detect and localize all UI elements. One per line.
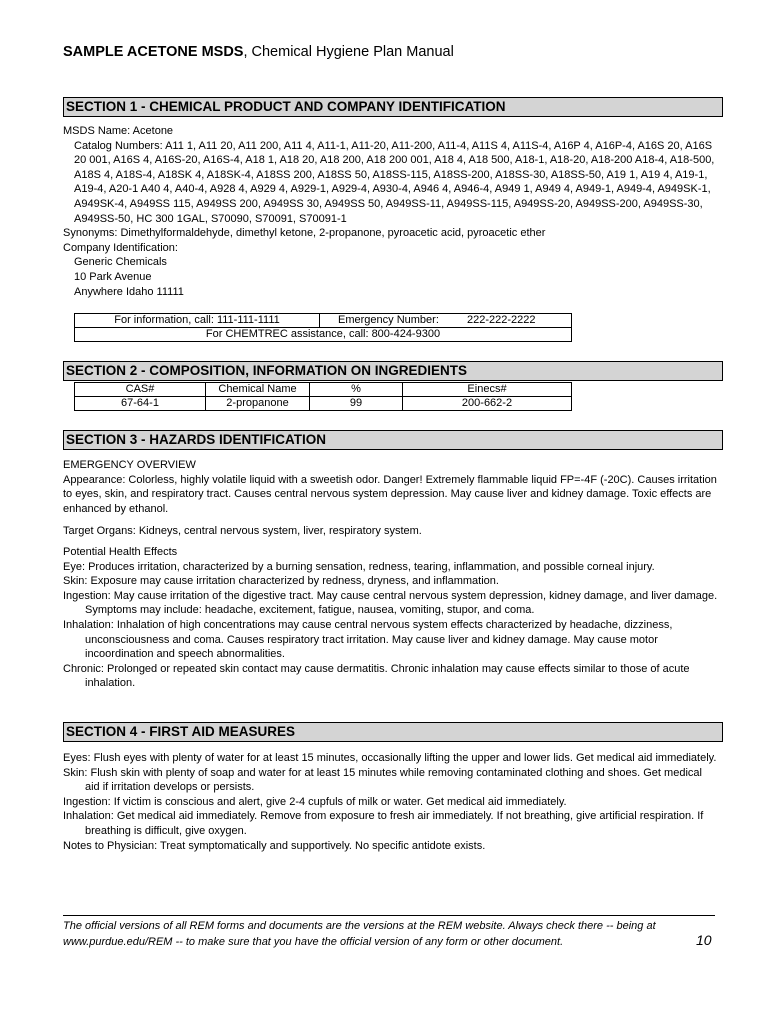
contact-table [74, 313, 572, 342]
document-title [63, 44, 454, 60]
table-row [75, 397, 572, 411]
col-header-einecs: Einecs# [403, 383, 572, 397]
document-title-bold: SAMPLE ACETONE MSDS [63, 44, 244, 60]
msds-name: MSDS Name: Acetone [63, 125, 174, 137]
section-4-heading: SECTION 4 - FIRST AID MEASURES [63, 722, 723, 742]
ingredients-header-row [75, 383, 572, 397]
first-aid-inhalation: Inhalation: Get medical aid immediately. Remove from exposure to fresh air immediately. If not breathing, give artificial respiration. If breathing is difficult, give oxygen. [63, 810, 704, 837]
appearance: Appearance: Colorless, highly volatile liquid with a sweetish odor. Danger! Extremely flammable liquid FP=-4F (-20C). Causes irritation to eyes, skin, and respiratory tract. Causes central nervous system depression. May cause liver and kidney damage. Toxic effects are enhanced by ethanol. [63, 473, 717, 515]
section-1-heading: SECTION 1 - CHEMICAL PRODUCT AND COMPANY IDENTIFICATION [63, 97, 723, 117]
ingredients-table [74, 382, 572, 411]
chronic-effects: Chronic: Prolonged or repeated skin contact may cause dermatitis. Chronic inhalation may cause effects similar to those of acute inhalation. [63, 662, 690, 690]
ingestion-effects: Ingestion: May cause irritation of the digestive tract. May cause central nervous system depression, kidney damage, and liver damage. Symptoms may include: headache, excitement, fatigue, nausea, vomiting, stupor, and coma. [63, 589, 718, 617]
info-call-cell: For information, call: 111-111-1111 [75, 314, 320, 328]
cell-einecs: 200-662-2 [403, 397, 572, 411]
eye-effects: Eye: Produces irritation, characterized by a burning sensation, redness, tearing, inflammation, and possible corneal injury. [63, 560, 655, 573]
catalog-numbers: Catalog Numbers: A11 1, A11 20, A11 200, A11 4, A11-1, A11-20, A11-200, A11-4, A11S 4, A11S-4, A16P 4, A16P-4, A16S 20, A16S 20 001, A16S 4, A16S-20, A16S-4, A18 1, A18 20, A18 200, A18 200 001, A18 4, A18 500, A18-1, A18-20, A18-200 A18-4, A18-500, A18S 4, A18S-4, A18SK 4, A18SK-4, A18SS 200, A18SS 50, A18SS-115, A18SS-200, A18SS-30, A18SS-50, A19 1, A19 4, A19-1, A19-4, A20-1 A40 4, A40-4, A928 4, A929 4, A929-1, A929-4, A930-4, A946 4, A946-4, A949 1, A949 4, A949-1, A949-4, A949SK-1, A949SK-4, A949SS 115, A949SS 200, A949SS 30, A949SS 50, A949SS-11, A949SS-115, A949SS-20, A949SS-200, A949SS-30, A949SS-50, HC 300 1GAL, S70090, S70091, S70091-1 [74, 139, 715, 225]
footer-divider [63, 915, 715, 916]
company-city: Anywhere Idaho 11111 [74, 285, 184, 298]
first-aid-ingestion: Ingestion: If victim is conscious and alert, give 2-4 cupfuls of milk or water. Get medical aid immediately. [63, 795, 567, 808]
target-organs: Target Organs: Kidneys, central nervous system, liver, respiratory system. [63, 525, 422, 538]
col-header-chemical-name: Chemical Name [206, 383, 310, 397]
first-aid-skin: Skin: Flush skin with plenty of soap and water for at least 15 minutes while removing contaminated clothing and shoes. Get medical aid if irritation develops or persists. [63, 766, 702, 794]
cell-chemical-name: 2-propanone [206, 397, 310, 411]
first-aid-eyes: Eyes: Flush eyes with plenty of water for at least 15 minutes, occasionally lifting the upper and lower lids. Get medical aid immediately. [63, 752, 717, 764]
section-4-body [63, 751, 718, 853]
col-header-percent: % [310, 383, 403, 397]
cell-cas: 67-64-1 [75, 397, 206, 411]
emergency-label: Emergency Number: [338, 314, 439, 326]
section-2-heading: SECTION 2 - COMPOSITION, INFORMATION ON INGREDIENTS [63, 361, 723, 381]
company-street: 10 Park Avenue [74, 270, 152, 283]
inhalation-effects: Inhalation: Inhalation of high concentrations may cause central nervous system effects characterized by headache, dizziness, unconsciousness and coma. Causes respiratory tract irritation. May cause liver and kidney damage. May cause motor incoordination and speech abnormalities. [63, 618, 673, 661]
chemtrec-cell: For CHEMTREC assistance, call: 800-424-9300 [75, 328, 572, 342]
emergency-overview-label: EMERGENCY OVERVIEW [63, 459, 196, 471]
section-3-heading: SECTION 3 - HAZARDS IDENTIFICATION [63, 430, 723, 450]
cell-percent: 99 [310, 397, 403, 411]
company-label: Company Identification: [63, 241, 178, 254]
section-3-body [63, 458, 718, 691]
col-header-cas: CAS# [75, 383, 206, 397]
footer-text: The official versions of all REM forms and documents are the versions at the REM website. Always check there -- being at www.purdue.edu/REM -- to make sure that you have the official version of any form or other document. [63, 920, 656, 948]
potential-health-effects-label: Potential Health Effects [63, 545, 178, 558]
synonyms: Synonyms: Dimethylformaldehyde, dimethyl ketone, 2-propanone, pyroacetic acid, pyroacetic ether [63, 227, 546, 240]
emergency-number: 222-222-2222 [467, 314, 536, 326]
page-number: 10 [696, 932, 712, 948]
notes-to-physician: Notes to Physician: Treat symptomatically and supportively. No specific antidote exists. [63, 839, 486, 852]
company-name: Generic Chemicals [74, 256, 167, 269]
emergency-cell [320, 314, 572, 328]
skin-effects: Skin: Exposure may cause irritation characterized by redness, dryness, and inflammation. [63, 575, 499, 588]
document-title-rest: , Chemical Hygiene Plan Manual [243, 44, 454, 60]
section-1-body [63, 124, 718, 299]
